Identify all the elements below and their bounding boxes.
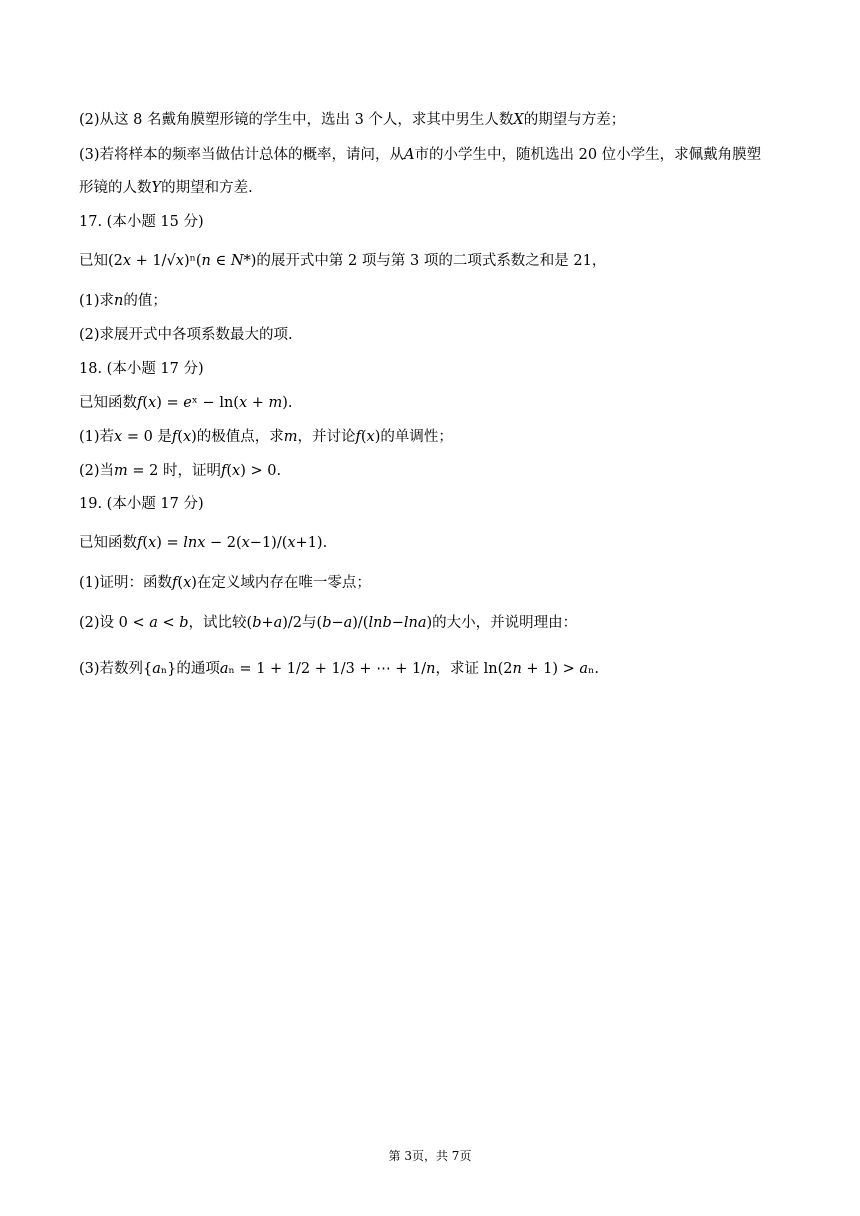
question-17-part-1: (1)求𝑛的值； xyxy=(79,293,167,309)
question-16-part-3-continued: 形镜的人数𝑌的期望和方差. xyxy=(79,180,253,196)
question-19-stem: 已知函数𝑓(𝑥) = 𝑙𝑛𝑥 − 2(𝑥−1)/(𝑥+1). xyxy=(79,535,328,551)
question-19-part-1: (1)证明：函数𝑓(𝑥)在定义域内存在唯一零点； xyxy=(79,575,371,591)
question-18-stem: 已知函数𝑓(𝑥) = 𝑒ˣ − ln(𝑥 + 𝑚). xyxy=(79,395,293,411)
page-number-footer: 第 3页，共 7页 xyxy=(388,1149,472,1163)
question-18-heading: 18. (本小题 17 分) xyxy=(79,361,204,377)
question-19-part-3: (3)若数列{𝑎ₙ}的通项𝑎ₙ = 1 + 1/2 + 1/3 + ⋯ + 1/𝑛，求证 ln(2𝑛 + 1) > 𝑎ₙ. xyxy=(79,661,599,677)
question-17-heading: 17. (本小题 15 分) xyxy=(79,214,204,230)
question-16-part-2: (2)从这 8 名戴角膜塑形镜的学生中，选出 3 个人，求其中男生人数𝑋的期望与方差； xyxy=(79,112,626,128)
question-19-heading: 19. (本小题 17 分) xyxy=(79,496,204,512)
question-17-part-2: (2)求展开式中各项系数最大的项. xyxy=(79,327,293,343)
question-17-stem: 已知(2𝑥 + 1/√𝑥)ⁿ(𝑛 ∈ 𝑁*)的展开式中第 2 项与第 3 项的二项式系数之和是 21， xyxy=(79,253,607,269)
question-18-part-2: (2)当𝑚 = 2 时，证明𝑓(𝑥) > 0. xyxy=(79,463,282,479)
question-19-part-2: (2)设 0 < 𝑎 < 𝑏，试比较(𝑏+𝑎)/2与(𝑏−𝑎)/(𝑙𝑛𝑏−𝑙𝑛𝑎)的大小，并说明理由： xyxy=(79,615,578,631)
question-16-part-3: (3)若将样本的频率当做估计总体的概率，请问，从𝐴市的小学生中，随机选出 20 位小学生，求佩戴角膜塑 xyxy=(79,147,762,163)
question-18-part-1: (1)若𝑥 = 0 是𝑓(𝑥)的极值点，求𝑚，并讨论𝑓(𝑥)的单调性； xyxy=(79,429,453,445)
